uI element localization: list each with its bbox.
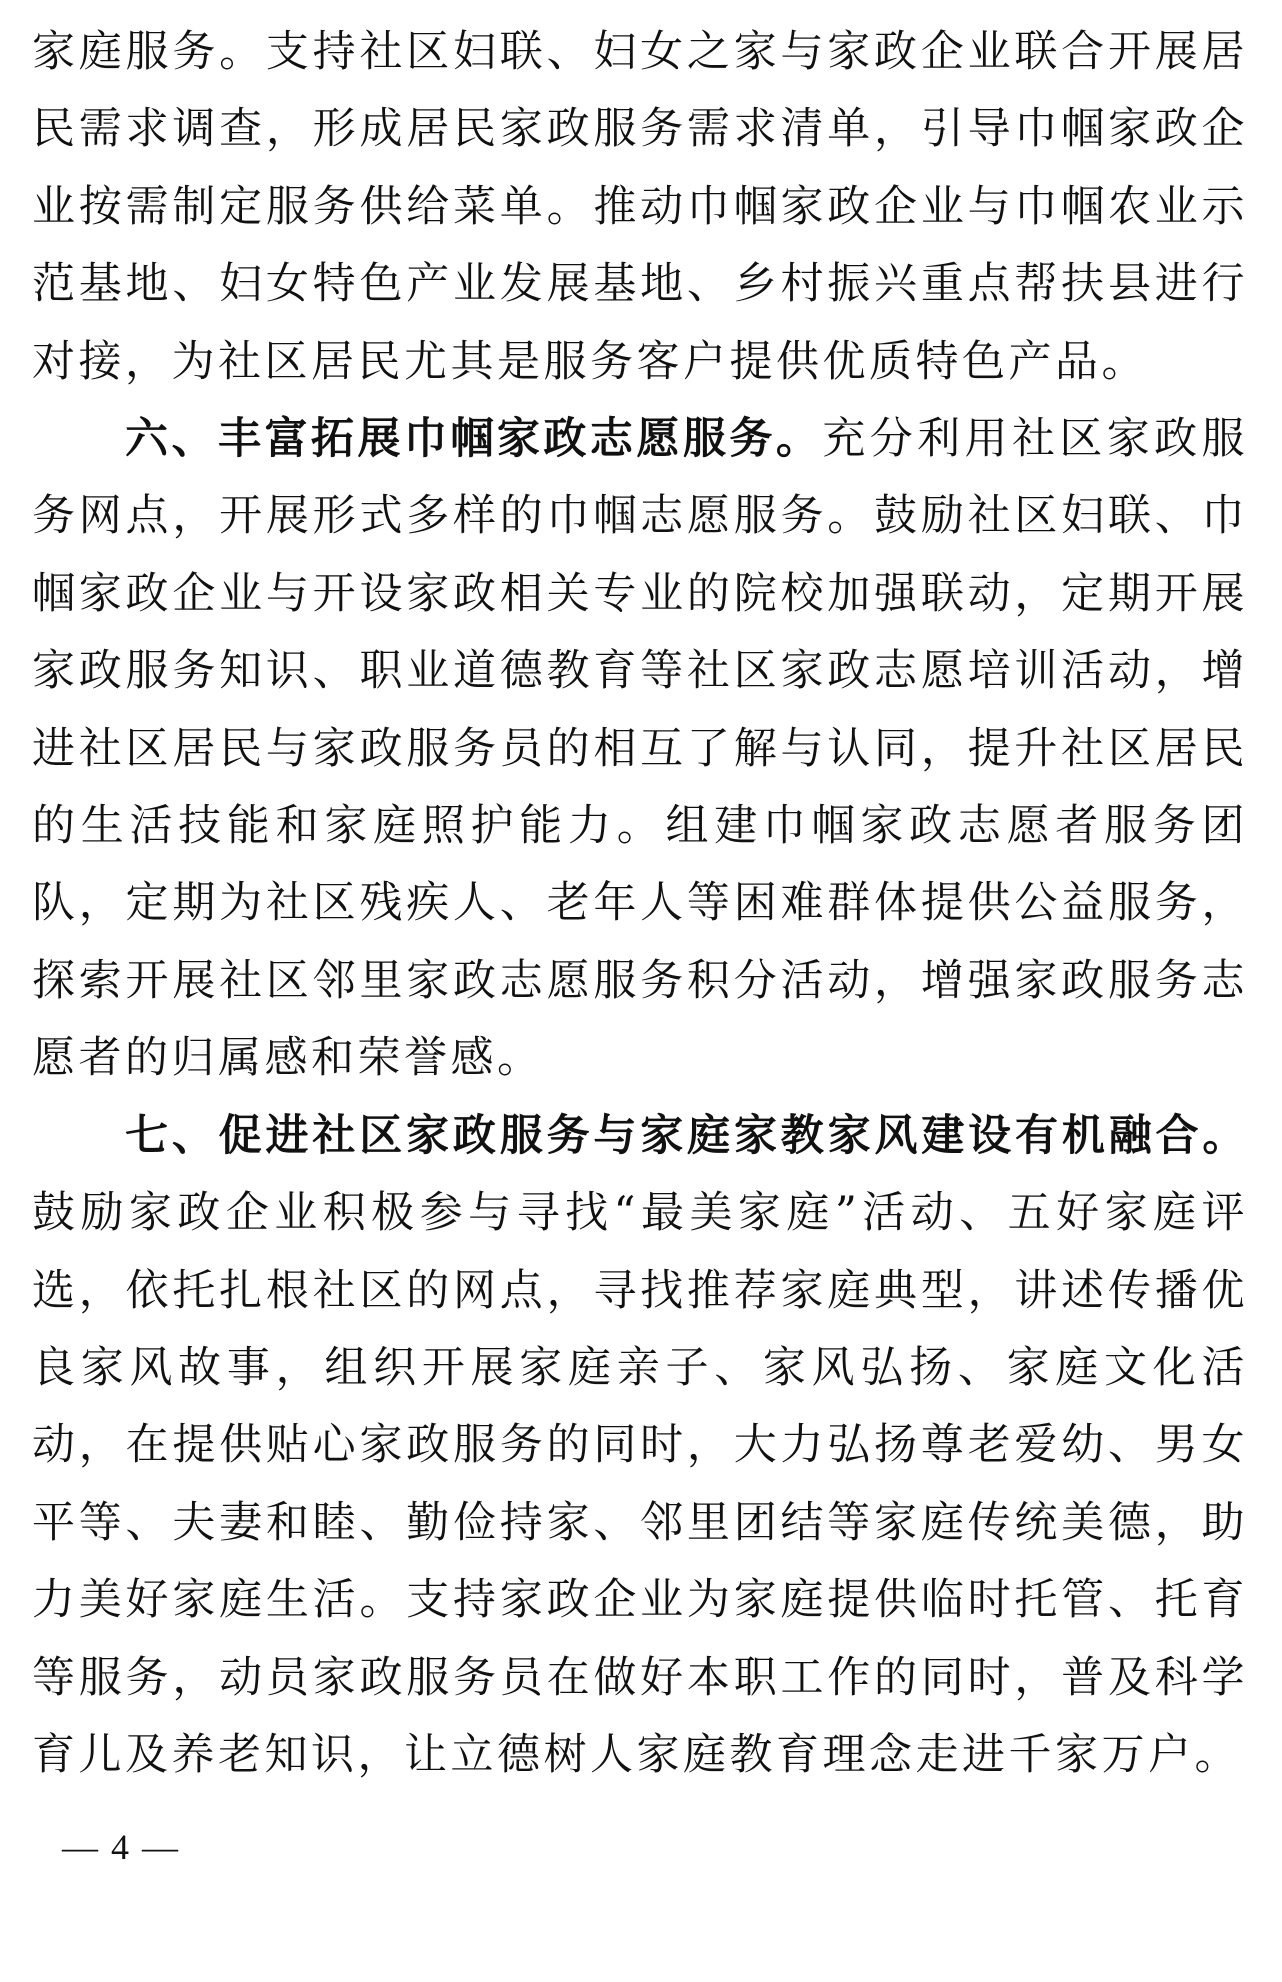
paragraph-text: 充分利用社区家政服务网点，开展形式多样的巾帼志愿服务。鼓励社区妇联、巾帼家政企业与开设家政相关专业的院校加强联动，定期开展家政服务知识、职业道德教育等社区家政志愿培训活动，增进社区居民与家政服务员的相互了解与认同，提升社区居民的生活技能和家庭照护能力。组建巾帼家政志愿者服务团队，定期为社区残疾人、老年人等困难群体提供公益服务，探索开展社区邻里家政志愿服务积分活动，增强家政服务志愿者的归属感和荣誉感。: [32, 414, 1249, 1084]
section-heading-6: 六、丰富拓展巾帼家政志愿服务。: [125, 414, 823, 465]
paragraph-section-7: [32, 1098, 1248, 1795]
paragraph-text: 家庭服务。支持社区妇联、妇女之家与家政企业联合开展居民需求调查，形成居民家政服务需求清单，引导巾帼家政企业按需制定服务供给菜单。推动巾帼家政企业与巾帼农业示范基地、妇女特色产业发展基地、乡村振兴重点帮扶县进行对接，为社区居民尤其是服务客户提供优质特色产品。: [32, 27, 1248, 387]
paragraph-section-6: [32, 401, 1248, 1098]
paragraph-continuation: [32, 14, 1248, 401]
paragraph-text: 鼓励家政企业积极参与寻找“最美家庭”活动、五好家庭评选，依托扎根社区的网点，寻找推荐家庭典型，讲述传播优良家风故事，组织开展家庭亲子、家风弘扬、家庭文化活动，在提供贴心家政服务的同时，大力弘扬尊老爱幼、男女平等、夫妻和睦、勤俭持家、邻里团结等家庭传统美德，助力美好家庭生活。支持家政企业为家庭提供临时托管、托育等服务，动员家政服务员在做好本职工作的同时，普及科学育儿及养老知识，让立德树人家庭教育理念走进千家万户。: [32, 1188, 1248, 1780]
page-number: — 4 —: [62, 1827, 180, 1867]
section-heading-7: 七、促进社区家政服务与家庭家教家风建设有机融合。: [125, 1110, 1248, 1161]
body-text: [32, 14, 1248, 1794]
